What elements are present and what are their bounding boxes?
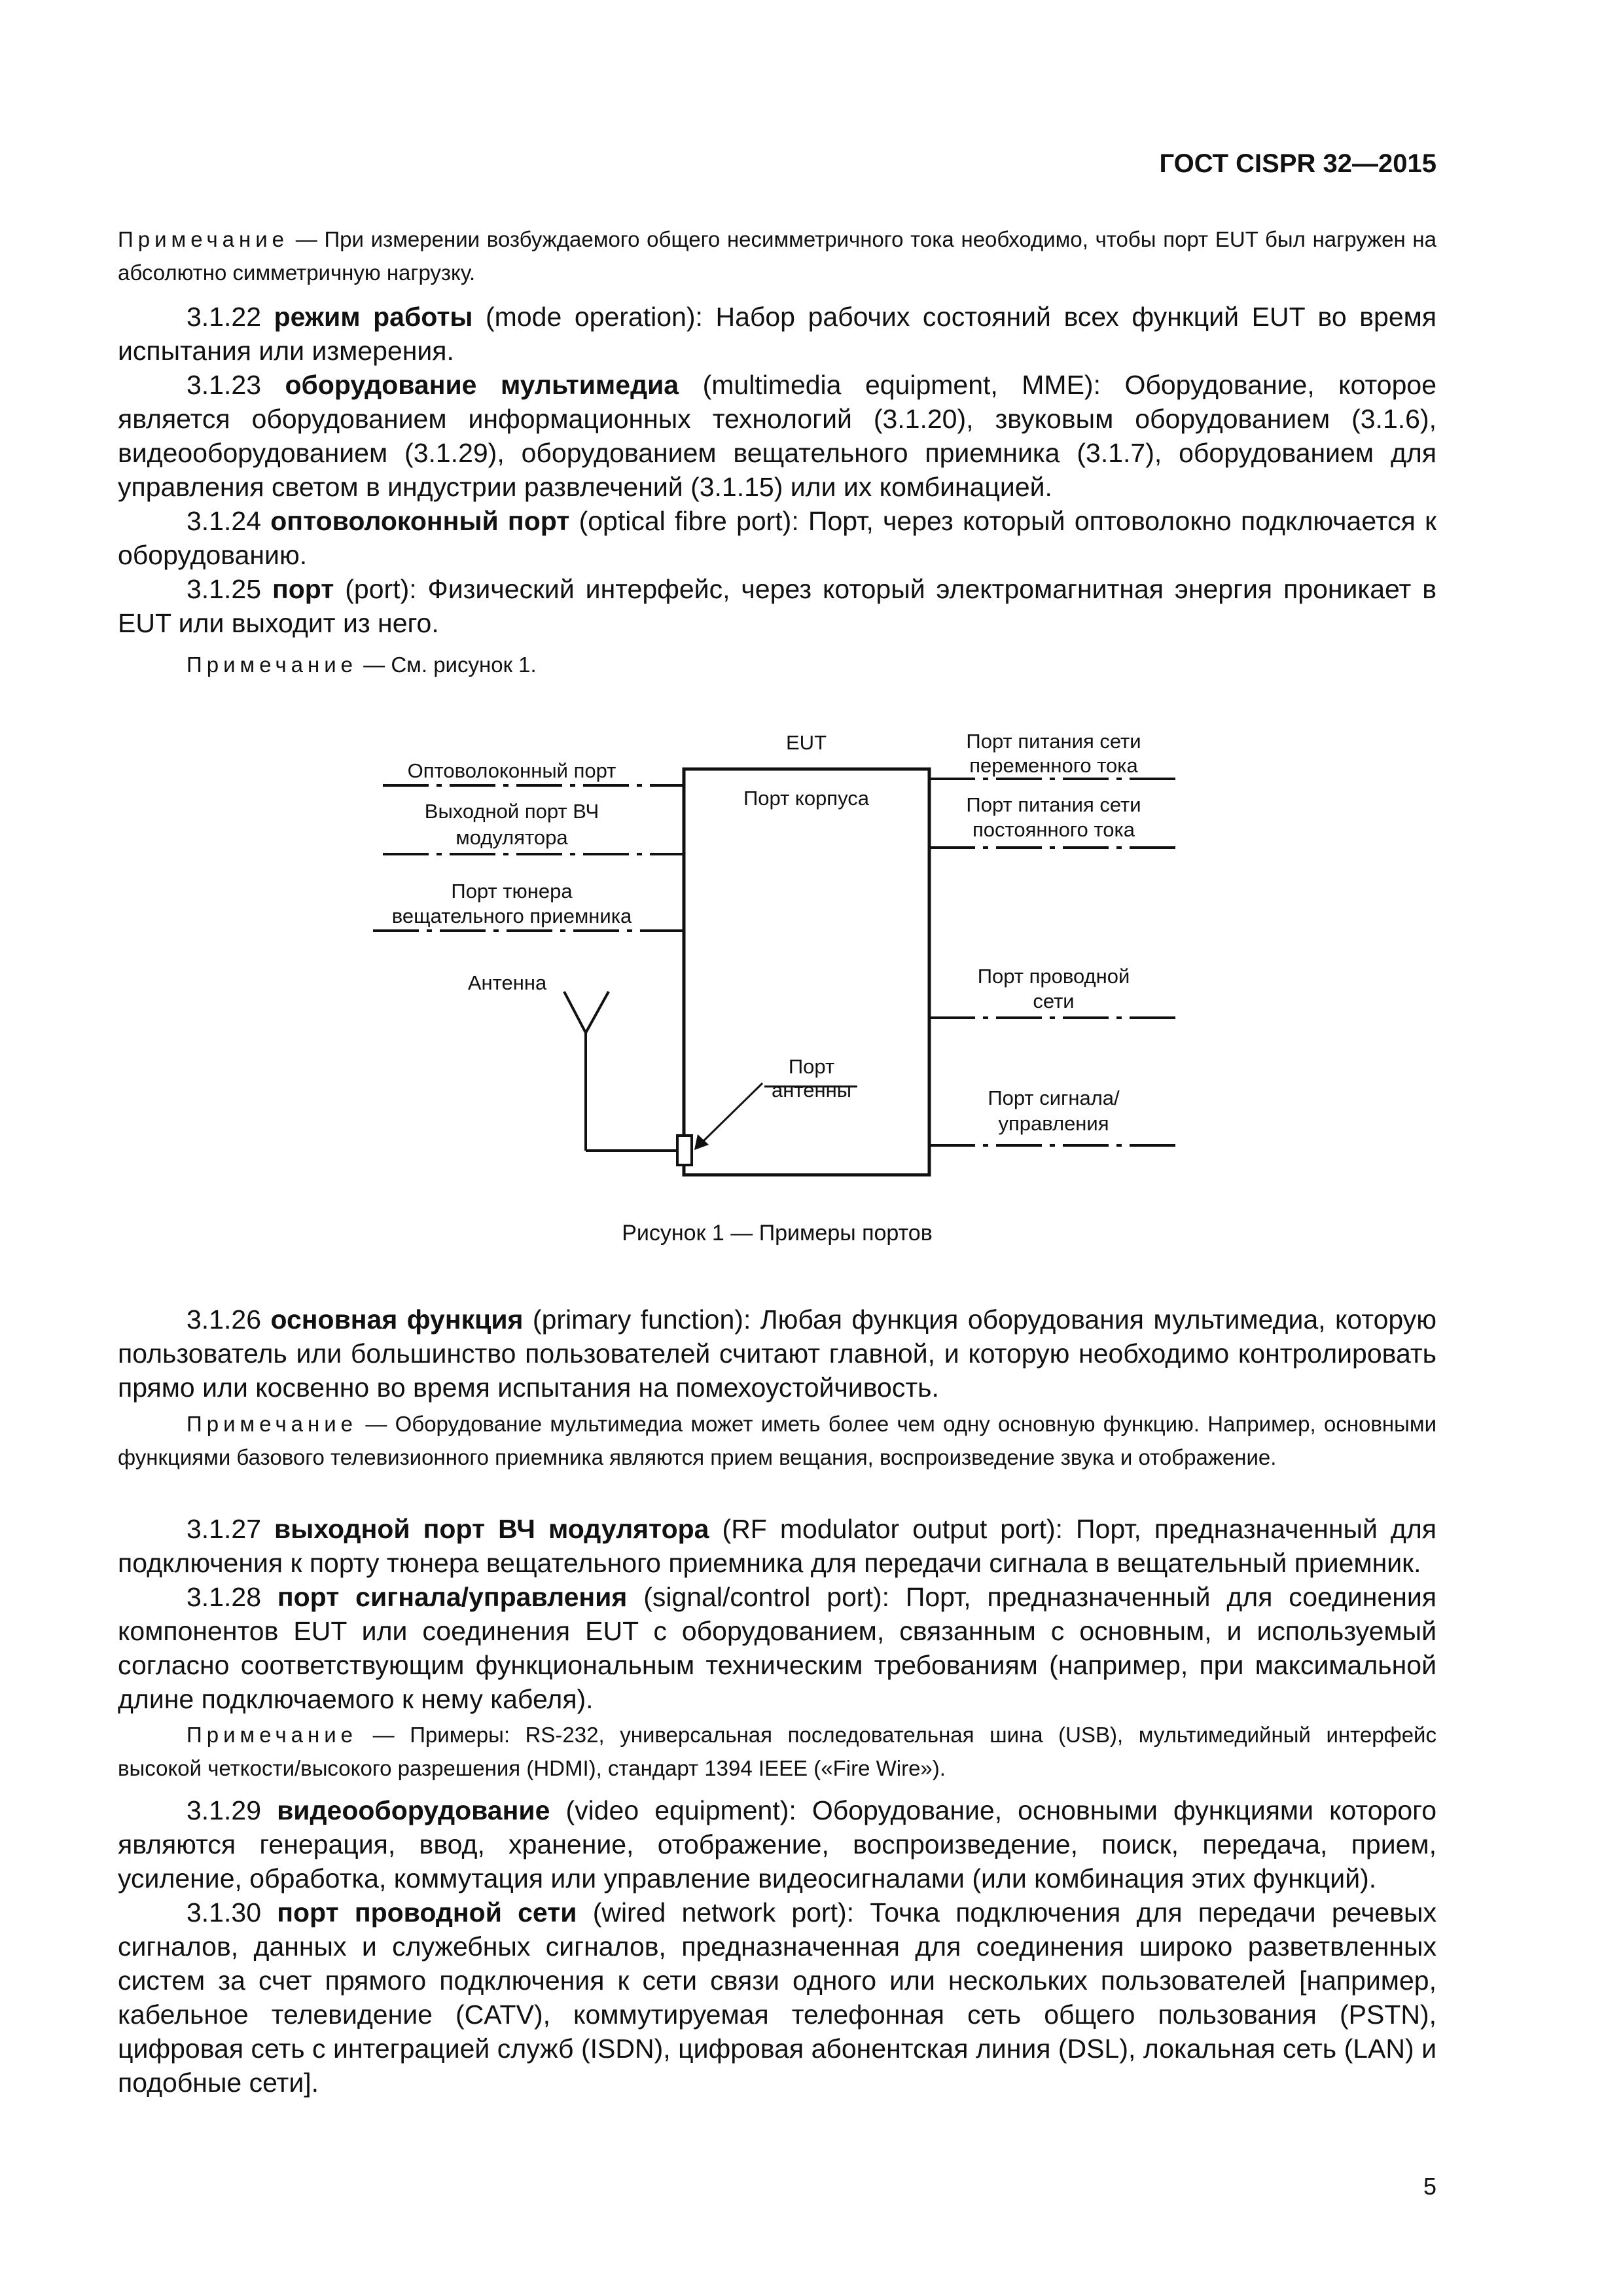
definition-3-1-28 (118, 1580, 1436, 1716)
term: оптоволоконный порт (270, 506, 570, 536)
term: оборудование мультимедиа (285, 370, 679, 400)
note-label: Примечание (187, 1412, 358, 1436)
enclosure-port-label: Порт корпуса (743, 787, 869, 810)
page-number: 5 (1423, 2173, 1436, 2200)
clause-number: 3.1.24 (187, 506, 271, 536)
antenna-symbol (564, 992, 677, 1151)
definition-text: (RF modulator output port): Порт, предназначенный для подключения к порту тюнера вещательного приемника для передачи сигнала в вещательный приемник. (118, 1514, 1436, 1578)
ac-port-label-2: переменного тока (969, 754, 1138, 777)
clause-number: 3.1.26 (187, 1304, 271, 1335)
antenna-port-leader (699, 1083, 762, 1145)
clause-number: 3.1.27 (187, 1514, 275, 1544)
definition-text: (video equipment): Оборудование, основными функциями которого являются генерация, ввод, хранение, отображение, воспроизведение, поиск, передача, прием, усиление, обработка, коммутация или управление видеосигналами (или комбинация этих функций). (118, 1795, 1436, 1893)
definition-text: (port): Физический интерфейс, через который электромагнитная энергия проникает в EUT или выходит из него. (118, 574, 1436, 638)
note-label: Примечание (118, 227, 289, 251)
document-header: ГОСТ CISPR 32—2015 (1159, 149, 1436, 178)
term: порт сигнала/управления (277, 1582, 628, 1612)
clause-number: 3.1.28 (187, 1582, 277, 1612)
antenna-port-label-2: антенны (772, 1079, 851, 1102)
note-3 (118, 1407, 1436, 1474)
dc-port-label-2: постоянного тока (972, 818, 1135, 841)
definition-3-1-29 (118, 1793, 1436, 1895)
tuner-label-2: вещательного приемника (391, 905, 632, 927)
eut-box (684, 769, 929, 1175)
term: порт (272, 574, 334, 604)
definition-text: (wired network port): Точка подключения для передачи речевых сигналов, данных и служебных сигналов, предназначенная для соединения широко разветвленных систем за счет прямого подключения к сети связи одного или нескольких пользователей [например, кабельное телевидение (CATV), коммутируемая телефонная сеть общего пользования (PSTN), цифровая сеть с интеграцией служб (ISDN), цифровая абонентская линия (DSL), локальная сеть (LAN) и подобные сети]. (118, 1897, 1436, 2098)
signal-port-label-1: Порт сигнала/ (988, 1086, 1120, 1109)
definition-text: (mode operation): Набор рабочих состояний всех функций EUT во время испытания или измерения. (118, 302, 1437, 366)
note-text: — Примеры: RS-232, универсальная последовательная шина (USB), мультимедийный интерфейс высокой четкости/высокого разрешения (HDMI), стандарт 1394 IEEE («Fire Wire»). (118, 1723, 1436, 1780)
antenna-port-label-1: Порт (788, 1055, 835, 1078)
clause-number: 3.1.30 (187, 1897, 277, 1928)
note-label: Примечание (187, 653, 358, 677)
fibre-port-label: Оптоволоконный порт (407, 759, 616, 782)
wired-port-label-1: Порт проводной (977, 965, 1130, 988)
ac-port-label-1: Порт питания сети (966, 730, 1141, 753)
figure-caption: Рисунок 1 — Примеры портов (622, 1221, 933, 1246)
note-label: Примечание (187, 1723, 358, 1747)
term: режим работы (274, 302, 473, 332)
dc-port-label-1: Порт питания сети (966, 793, 1141, 816)
signal-port-label-2: управления (998, 1112, 1109, 1135)
antenna-port-connector (677, 1136, 692, 1165)
term: порт проводной сети (277, 1897, 577, 1928)
definition-text: (optical fibre port): Порт, через который оптоволокно подключается к оборудованию. (118, 506, 1437, 570)
eut-label: EUT (786, 731, 827, 754)
definition-3-1-26 (118, 1302, 1436, 1405)
antenna-label: Антенна (467, 971, 547, 994)
tuner-label-1: Порт тюнера (451, 880, 573, 903)
term: видеооборудование (277, 1795, 550, 1825)
definition-3-1-27 (118, 1512, 1436, 1580)
definition-text: (signal/control port): Порт, предназначенный для соединения компонентов EUT или соединения EUT с оборудованием, связанным с основным, и используемый согласно соответствующим функциональным техническим требованиям (например, при максимальной длине подключаемого к нему кабеля). (118, 1582, 1436, 1714)
rf-modulator-label-2: модулятора (455, 826, 568, 849)
clause-number: 3.1.25 (187, 574, 272, 604)
note-text: — См. рисунок 1. (357, 653, 537, 677)
clause-number: 3.1.29 (187, 1795, 277, 1825)
clause-number: 3.1.23 (187, 370, 285, 400)
note-text: — Оборудование мультимедиа может иметь более чем одну основную функцию. Например, основными функциями базового телевизионного приемника являются прием вещания, воспроизведение звука и отображение. (118, 1412, 1436, 1469)
term: выходной порт ВЧ модулятора (274, 1514, 709, 1544)
clause-number: 3.1.22 (187, 302, 274, 332)
term: основная функция (270, 1304, 524, 1335)
wired-port-label-2: сети (1033, 990, 1075, 1013)
note-4 (118, 1718, 1436, 1785)
definition-3-1-30 (118, 1895, 1436, 2100)
definition-text: (multimedia equipment, MME): Оборудование, которое является оборудованием информационных технологий (3.1.20), звуковым оборудованием (3.1.6), видеооборудованием (3.1.29), оборудованием вещательного приемника (3.1.7), оборудованием для управления светом в индустрии развлечений (3.1.15) или их комбинацией. (118, 370, 1437, 502)
rf-modulator-label-1: Выходной порт ВЧ (424, 800, 599, 823)
definition-text: (primary function): Любая функция оборудования мультимедиа, которую пользователь или большинство пользователей считают главной, и которую необходимо контролировать прямо или косвенно во время испытания на помехоустойчивость. (118, 1304, 1436, 1403)
note-text: — При измерении возбуждаемого общего несимметричного тока необходимо, чтобы порт EUT был нагружен на абсолютно симметричную нагрузку. (118, 227, 1436, 285)
